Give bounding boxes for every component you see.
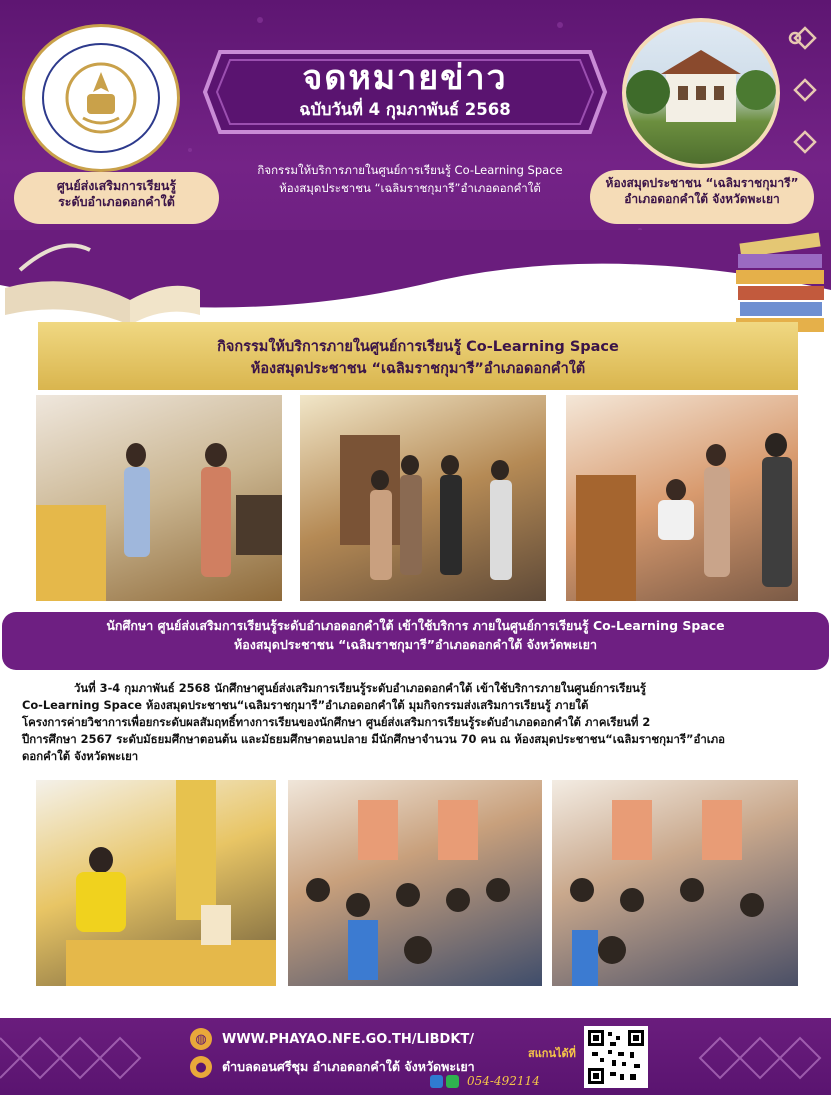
news-paragraph-line2: Co-Learning Space ห้องสมุดประชาชน“เฉลิมราชกุมารี”อำเภอดอกคำใต้ มุมกิจกรรมส่งเสริมการเรียนรู้ ภายใต้ xyxy=(22,698,589,713)
center-name-pill xyxy=(14,172,219,224)
center-name-line2: ระดับอำเภอดอกคำใต้ xyxy=(58,194,175,210)
activity-photo-5 xyxy=(288,780,542,986)
activity-banner-text xyxy=(38,336,798,381)
emblem-icon xyxy=(61,58,141,138)
header-desc-line2: ห้องสมุดประชาชน “เฉลิมราชกุมารี”อำเภอดอกคำใต้ xyxy=(279,180,541,195)
news-paragraph-line1: วันที่ 3-4 กุมภาพันธ์ 2568 นักศึกษาศูนย์ส่งเสริมการเรียนรู้ระดับอำเภอดอกคำใต้ เข้าใช้บริการภายในศูนย์การเรียนรู้ xyxy=(74,681,646,695)
phone-icon xyxy=(446,1075,459,1088)
library-name-pill xyxy=(590,170,814,224)
header-description xyxy=(210,162,610,198)
globe-icon: ◍ xyxy=(190,1028,212,1050)
stacked-books-icon xyxy=(736,233,824,332)
activity-banner-line2: ห้องสมุดประชาชน “เฉลิมราชกุมารี”อำเภอดอกคำใต้ xyxy=(250,361,586,378)
photo-caption-line1: นักศึกษา ศูนย์ส่งเสริมการเรียนรู้ระดับอำเภอดอกคำใต้ เข้าใช้บริการ ภายในศูนย์การเรียนรู้ Co-Learning Space xyxy=(106,618,725,633)
issue-date: ฉบับวันที่ 4 กุมภาพันธ์ 2568 xyxy=(299,100,511,119)
activity-photo-6 xyxy=(552,780,798,986)
activity-banner-line1: กิจกรรมให้บริการภายในศูนย์การเรียนรู้ Co-Learning Space xyxy=(217,339,619,355)
center-name-line1: ศูนย์ส่งเสริมการเรียนรู้ xyxy=(56,178,177,193)
phone-number[interactable]: 054-492114 xyxy=(467,1074,540,1088)
location-pin-icon: ● xyxy=(190,1056,212,1078)
library-name-line1: ห้องสมุดประชาชน “เฉลิมราชกุมารี” xyxy=(605,176,799,190)
photo-caption xyxy=(2,617,829,655)
footer-website-row[interactable] xyxy=(190,1028,474,1050)
photo-caption-line2: ห้องสมุดประชาชน “เฉลิมราชกุมารี”อำเภอดอกคำใต้ จังหวัดพะเยา xyxy=(233,636,598,652)
activity-photo-3 xyxy=(566,395,798,601)
activity-photo-2 xyxy=(300,395,546,601)
activity-photo-1 xyxy=(36,395,282,601)
library-name-line2: อำเภอดอกคำใต้ จังหวัดพะเยา xyxy=(624,191,780,206)
scan-label: สแกนได้ที่ xyxy=(528,1047,576,1060)
qr-code[interactable] xyxy=(584,1026,648,1088)
facebook-icon[interactable] xyxy=(430,1075,443,1088)
news-paragraph-line3: โครงการค่ายวิชาการเพื่อยกระดับผลสัมฤทธิ์ทางการเรียนของนักศึกษา ศูนย์ส่งเสริมการเรียนรู้ระดับอำเภอดอกคำใต้ ภาคเรียนที่ 2 xyxy=(22,715,651,730)
newsletter-title: จดหมายข่าว xyxy=(302,58,508,98)
library-building-photo xyxy=(622,18,780,168)
footer-phone[interactable] xyxy=(430,1074,540,1088)
organization-seal xyxy=(22,24,180,172)
footer-address: ตำบลดอนศรีชุม อำเภอดอกคำใต้ จังหวัดพะเยา xyxy=(222,1059,475,1074)
news-paragraph-line5: ดอกคำใต้ จังหวัดพะเยา xyxy=(22,749,139,764)
news-paragraph-line4: ปีการศึกษา 2567 ระดับมัธยมศึกษาตอนต้น และมัธยมศึกษาตอนปลาย มีนักศึกษาจำนวน 70 คน ณ ห้องสมุดประชาชน“เฉลิมราชกุมารี”อำเภอ xyxy=(22,732,725,747)
activity-photo-4 xyxy=(36,780,276,986)
footer-website-link[interactable]: WWW.PHAYAO.NFE.GO.TH/LIBDKT/ xyxy=(222,1031,475,1047)
news-paragraph xyxy=(22,680,812,766)
header-desc-line1: กิจกรรมให้บริการภายในศูนย์การเรียนรู้ Co-Learning Space xyxy=(257,163,563,177)
